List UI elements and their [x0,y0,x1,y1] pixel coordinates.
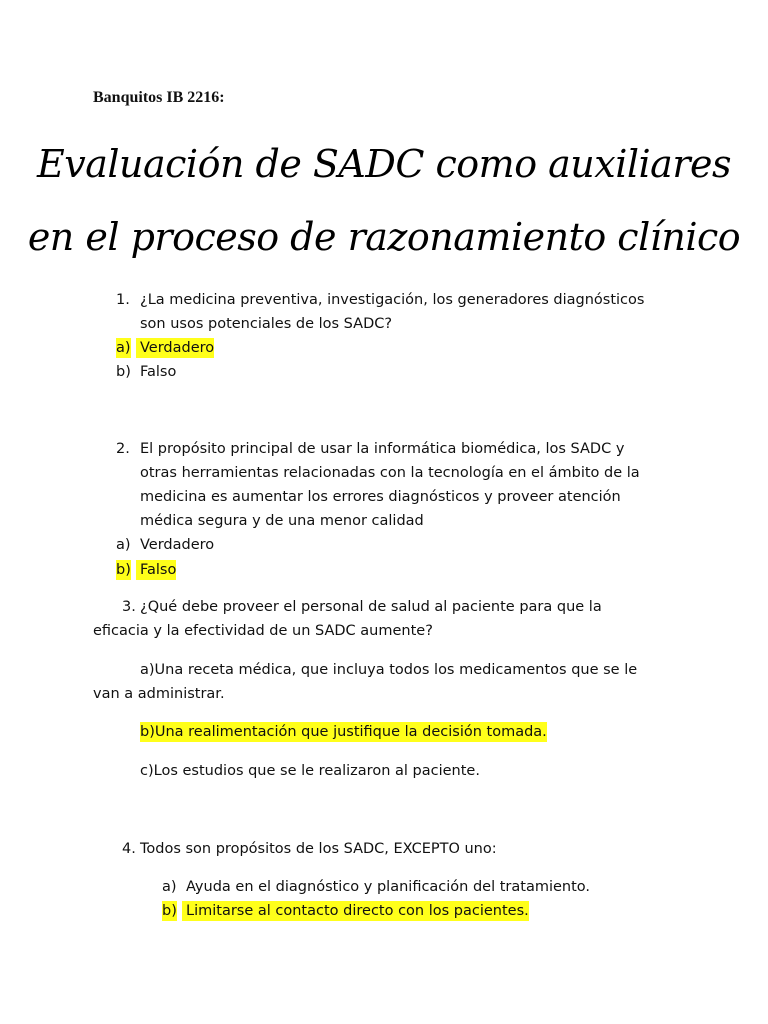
question-text-line: ¿La medicina preventiva, investigación, los generadores diagnósticos [140,292,645,308]
question-text-line: son usos potenciales de los SADC? [140,316,393,332]
option-text-correct: b)Una realimentación que justifique la decisión tomada. [140,724,547,740]
document-title-line-2: en el proceso de razonamiento clínico [27,215,741,259]
question-text-line: otras herramientas relacionadas con la tecnología en el ámbito de la [140,465,640,481]
option-text-correct: Verdadero [136,338,214,358]
option-letter: a) [162,879,177,895]
question-text-line: medicina es aumentar los errores diagnósticos y proveer atención [140,489,621,505]
question-number: 4. [122,841,136,857]
question-number: 1. [116,292,130,308]
document-title-line-1: Evaluación de SADC como auxiliares [37,142,731,186]
question-text-line: Todos son propósitos de los SADC, EXCEPTO uno: [140,841,497,857]
option-letter: a) [116,537,131,553]
question-text-line: médica segura y de una menor calidad [140,513,424,529]
question-text-line: eficacia y la efectividad de un SADC aumente? [93,623,433,639]
document-header: Banquitos IB 2216: [93,89,225,106]
option-text: c)Los estudios que se le realizaron al paciente. [140,763,480,779]
question-text-line: ¿Qué debe proveer el personal de salud al paciente para que la [140,599,602,615]
option-text: Falso [140,364,177,380]
option-letter: b) [116,562,131,578]
question-number: 2. [116,441,130,457]
option-text: Ayuda en el diagnóstico y planificación del tratamiento. [186,879,591,895]
option-text: Verdadero [140,537,215,553]
option-letter: b) [162,903,177,919]
question-text-line: El propósito principal de usar la informática biomédica, los SADC y [140,441,625,457]
option-text-correct: Falso [136,560,176,580]
option-text-correct: Limitarse al contacto directo con los pacientes. [182,901,529,921]
option-text: van a administrar. [93,686,225,702]
option-letter: a) [116,340,131,356]
question-number: 3. [122,599,136,615]
option-letter: b) [116,364,131,380]
option-text: a)Una receta médica, que incluya todos los medicamentos que se le [140,662,638,678]
